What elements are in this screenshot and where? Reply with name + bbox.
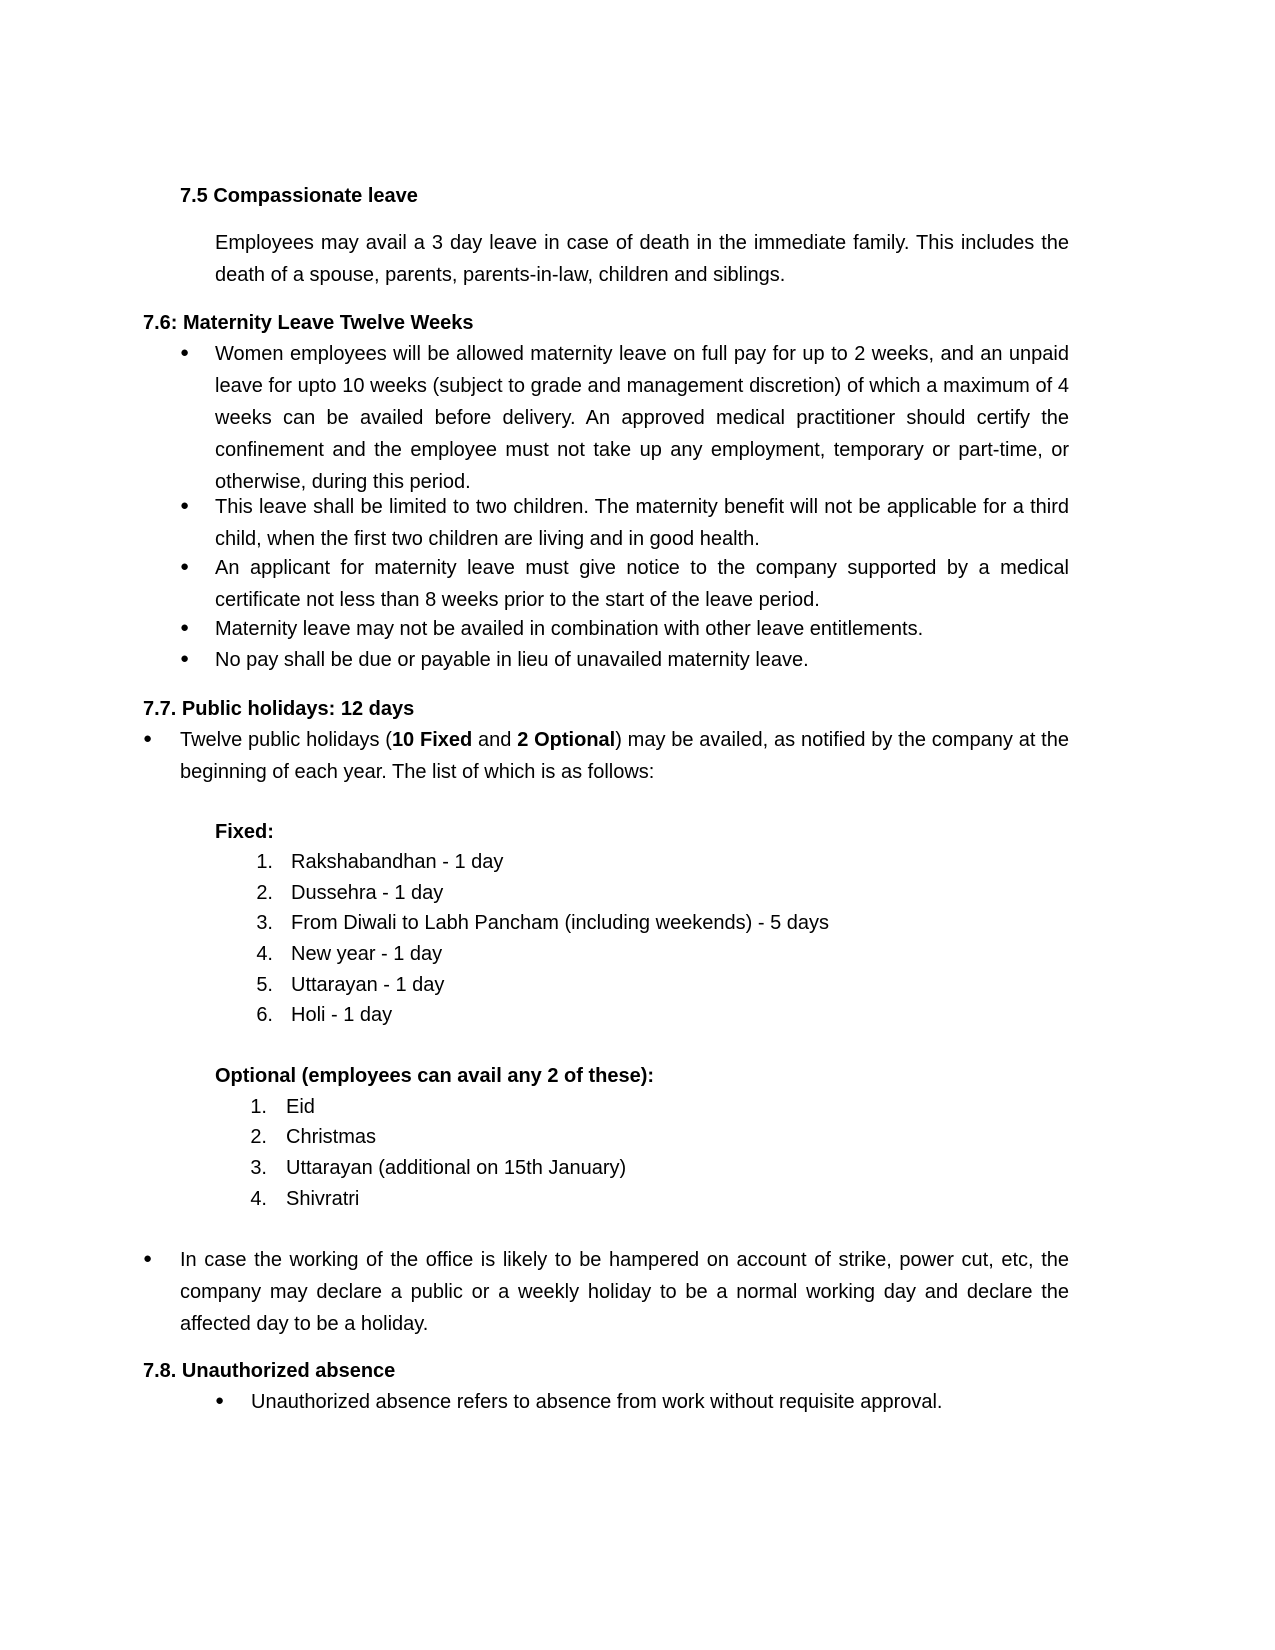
unauthorized-absence-bullet: Unauthorized absence refers to absence from work without requisite approval.: [251, 1391, 943, 1413]
bullet-icon: ●: [180, 497, 190, 514]
bullet-icon: ●: [143, 1250, 153, 1267]
section-7-5-paragraph: Employees may avail a 3 day leave in case of death in the immediate family. This includes the death of a spouse, parents, parents-in-law, children and siblings.: [215, 232, 1069, 286]
bullet-icon: ●: [215, 1392, 225, 1409]
bullet-icon: ●: [180, 650, 190, 667]
optional-holiday-item: Shivratri: [286, 1188, 360, 1210]
fixed-holiday-item: New year - 1 day: [291, 943, 443, 965]
fixed-holiday-item: From Diwali to Labh Pancham (including weekends) - 5 days: [291, 912, 830, 934]
fixed-holiday-item: Holi - 1 day: [291, 1004, 393, 1026]
maternity-bullet-1: Women employees will be allowed maternity leave on full pay for up to 2 weeks, and an unpaid leave for upto 10 weeks (subject to grade and management discretion) of which a maximum of 4 weeks can be availed before delivery. An approved medical practitioner should certify the confinement and the employee must not take up any employment, temporary or part-time, or otherwise, during this period.: [215, 343, 1069, 493]
list-number: 1.: [256, 851, 273, 873]
holidays-intro: Twelve public holidays (10 Fixed and 2 Optional) may be availed, as notified by the company at the beginning of each year. The list of which is as follows:: [180, 729, 1069, 783]
list-number: 3.: [250, 1157, 267, 1179]
list-number: 3.: [256, 912, 273, 934]
fixed-holiday-item: Rakshabandhan - 1 day: [291, 851, 504, 873]
bullet-icon: ●: [143, 730, 153, 747]
maternity-bullet-4: Maternity leave may not be availed in combination with other leave entitlements.: [215, 618, 924, 640]
section-7-7-heading: 7.7. Public holidays: 12 days: [143, 698, 415, 720]
section-7-6-heading: 7.6: Maternity Leave Twelve Weeks: [143, 312, 474, 334]
maternity-bullet-3: An applicant for maternity leave must give notice to the company supported by a medical certificate not less than 8 weeks prior to the start of the leave period.: [215, 557, 1069, 611]
maternity-bullet-5: No pay shall be due or payable in lieu of unavailed maternity leave.: [215, 649, 809, 671]
holidays-closing-note: In case the working of the office is likely to be hampered on account of strike, power cut, etc, the company may declare a public or a weekly holiday to be a normal working day and declare the affected day to be a holiday.: [180, 1249, 1069, 1335]
list-number: 2.: [256, 882, 273, 904]
optional-holidays-label: Optional (employees can avail any 2 of these):: [215, 1065, 655, 1087]
fixed-holidays-label: Fixed:: [215, 821, 274, 843]
optional-holiday-item: Uttarayan (additional on 15th January): [286, 1157, 627, 1179]
optional-holiday-item: Christmas: [286, 1126, 377, 1148]
list-number: 2.: [250, 1126, 267, 1148]
fixed-holiday-item: Uttarayan - 1 day: [291, 974, 445, 996]
list-number: 1.: [250, 1096, 267, 1118]
bullet-icon: ●: [180, 344, 190, 361]
bullet-icon: ●: [180, 558, 190, 575]
list-number: 5.: [256, 974, 273, 996]
section-7-8-heading: 7.8. Unauthorized absence: [143, 1360, 396, 1382]
list-number: 4.: [256, 943, 273, 965]
maternity-bullet-2: This leave shall be limited to two children. The maternity benefit will not be applicable for a third child, when the first two children are living and in good health.: [215, 496, 1069, 550]
bullet-icon: ●: [180, 619, 190, 636]
fixed-holiday-item: Dussehra - 1 day: [291, 882, 444, 904]
list-number: 4.: [250, 1188, 267, 1210]
section-7-5-heading: 7.5 Compassionate leave: [180, 185, 418, 207]
optional-holiday-item: Eid: [286, 1096, 315, 1118]
list-number: 6.: [256, 1004, 273, 1026]
